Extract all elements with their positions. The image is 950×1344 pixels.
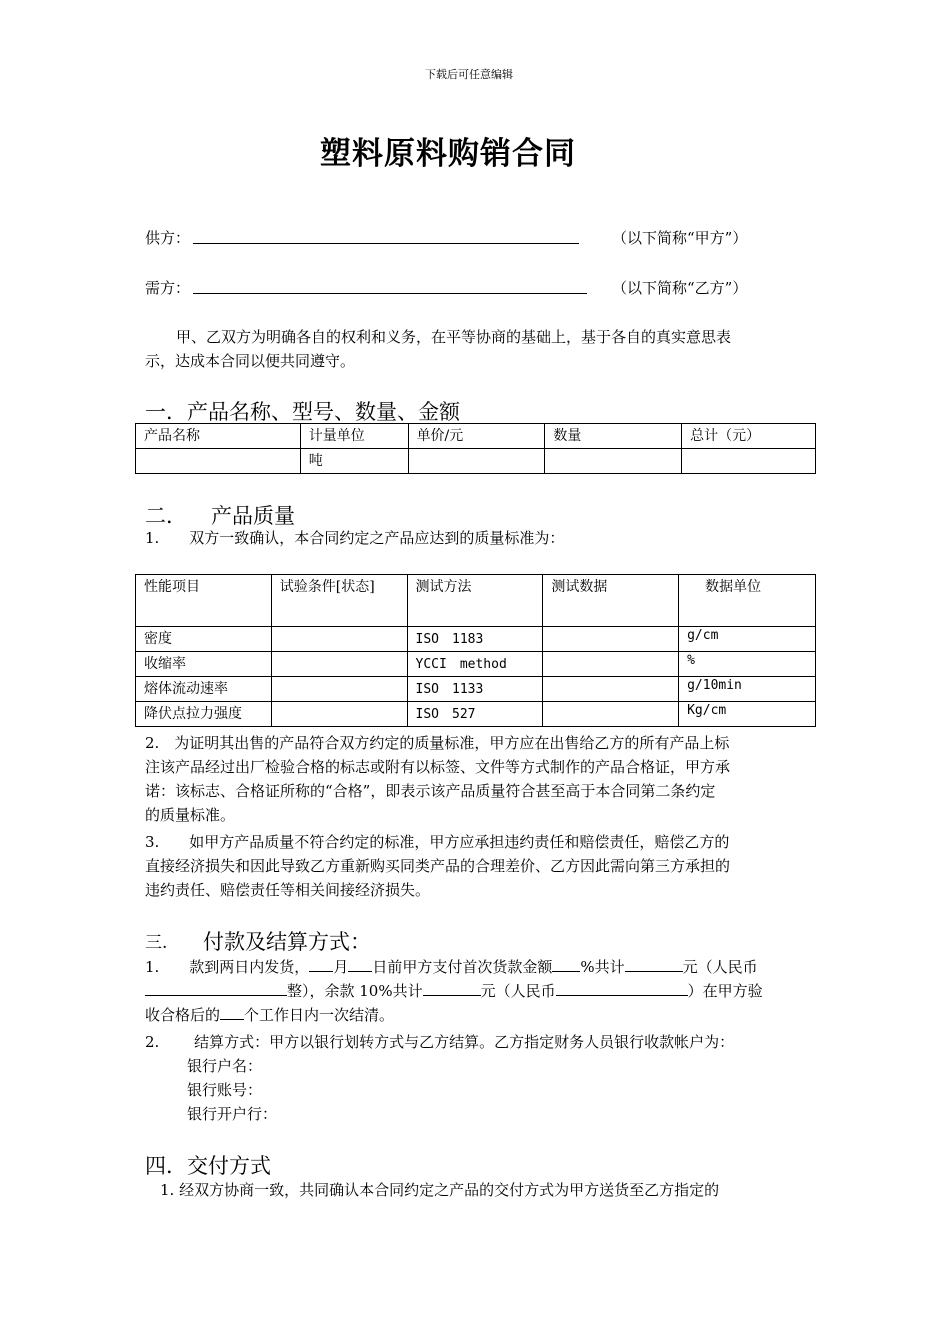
buyer-label: 需方： (145, 279, 191, 297)
payment-line-3 (145, 1003, 394, 1027)
payment-text-c: 日前甲方支付首次货款金额 (372, 958, 553, 976)
header-quantity: 数量 (545, 424, 682, 449)
section2-item-3-line-2: 直接经济损失和因此导致乙方重新购买同类产品的合理差价、乙方因此需向第三方承担的 (145, 857, 731, 875)
section2-item-2-line-1: 2. 为证明其出售的产品符合双方约定的质量标准，甲方应在出售给乙方的所有产品上标 (145, 734, 730, 752)
quality-table-header-row (136, 575, 816, 627)
payment-text-g: 元（人民币 (480, 982, 556, 1000)
row-data[interactable] (543, 677, 679, 702)
cell-unit: 吨 (300, 449, 408, 474)
header-unit: 计量单位 (300, 424, 408, 449)
section2-item-3-line-3: 违约责任、赔偿责任等相关间接经济损失。 (145, 881, 431, 899)
first-amount-blank[interactable] (625, 956, 683, 972)
payment-text-i: 收合格后的 (145, 1006, 221, 1024)
intro-line-1: 甲、乙双方为明确各自的权利和义务，在平等协商的基础上，基于各自的真实意思表 (176, 328, 732, 346)
month-blank[interactable] (309, 956, 333, 972)
row-data[interactable] (543, 702, 679, 727)
intro-line-2: 示，达成本合同以便共同遵守。 (145, 352, 356, 370)
header-data-unit: 数据单位 (679, 575, 816, 627)
row-condition[interactable] (271, 652, 407, 677)
table-row (136, 627, 816, 652)
row-method: ISO 1133 (407, 677, 543, 702)
section3-heading: 付款及结算方式： (203, 930, 371, 954)
row-unit: % (679, 652, 816, 677)
cell-unit-price[interactable] (408, 449, 545, 474)
row-property: 降伏点拉力强度 (136, 702, 272, 727)
table-row (136, 677, 816, 702)
row-property: 收缩率 (136, 652, 272, 677)
row-data[interactable] (543, 652, 679, 677)
balance-rmb-blank[interactable] (556, 980, 688, 996)
row-method: ISO 527 (407, 702, 543, 727)
cell-quantity[interactable] (545, 449, 682, 474)
balance-amount-blank[interactable] (423, 980, 481, 996)
workdays-blank[interactable] (220, 1004, 244, 1020)
contract-title: 塑料原料购销合同 (320, 136, 576, 172)
product-table (135, 423, 816, 474)
day-blank[interactable] (348, 956, 372, 972)
payment-text-h: ）在甲方验 (687, 982, 763, 1000)
percent-blank[interactable] (552, 956, 580, 972)
settlement-method: 2. 结算方式：甲方以银行划转方式与乙方结算。乙方指定财务人员银行收款帐户为： (145, 1033, 735, 1051)
row-method: YCCI method (407, 652, 543, 677)
cell-total[interactable] (682, 449, 816, 474)
first-amount-rmb-blank[interactable] (145, 980, 287, 996)
supplier-label: 供方： (145, 229, 191, 247)
section2-item-2-line-3: 诺：该标志、合格证所称的“合格”，即表示该产品质量符合甚至高于本合同第二条约定 (145, 782, 716, 800)
row-unit: g/10min (679, 677, 816, 702)
payment-text-j: 个工作日内一次结清。 (244, 1006, 395, 1024)
buyer-name-line[interactable] (193, 293, 587, 294)
section2-heading-number: 二． (145, 504, 187, 528)
header-total: 总计（元） (682, 424, 816, 449)
cell-product-name[interactable] (136, 449, 301, 474)
header-unit-price: 单价/元 (408, 424, 545, 449)
product-table-row (136, 449, 816, 474)
section4-item-1: 1. 经双方协商一致，共同确认本合同约定之产品的交付方式为甲方送货至乙方指定的 (160, 1181, 720, 1199)
row-property: 熔体流动速率 (136, 677, 272, 702)
payment-line-2 (145, 979, 763, 1003)
supplier-alias: （以下简称“甲方”） (612, 229, 748, 247)
header-product-name: 产品名称 (136, 424, 301, 449)
header-note: 下载后可任意编辑 (425, 68, 513, 81)
quality-table (135, 574, 816, 727)
row-condition[interactable] (271, 627, 407, 652)
header-test-data: 测试数据 (543, 575, 679, 627)
payment-line-1 (145, 955, 758, 979)
supplier-name-line[interactable] (193, 243, 579, 244)
section1-heading: 一．产品名称、型号、数量、金额 (145, 400, 460, 424)
payment-text-f: 整），余款 10%共计 (287, 982, 423, 1000)
row-condition[interactable] (271, 702, 407, 727)
row-property: 密度 (136, 627, 272, 652)
product-table-header-row (136, 424, 816, 449)
header-property: 性能项目 (136, 575, 272, 627)
section4-heading: 四．交付方式 (145, 1154, 271, 1178)
table-row (136, 702, 816, 727)
payment-text-b: 月 (333, 958, 349, 976)
section2-item-3-line-1: 3. 如甲方产品质量不符合约定的标准，甲方应承担违约责任和赔偿责任，赔偿乙方的 (145, 833, 730, 851)
section2-heading: 产品质量 (211, 504, 295, 528)
bank-branch: 银行开户行： (187, 1105, 278, 1123)
row-unit: Kg/cm (679, 702, 816, 727)
section2-item-1: 1. 双方一致确认，本合同约定之产品应达到的质量标准为： (145, 529, 565, 547)
bank-account-number: 银行账号： (187, 1081, 263, 1099)
section2-item-2-line-2: 注该产品经过出厂检验合格的标志或附有以标签、文件等方式制作的产品合格证，甲方承 (145, 758, 731, 776)
row-unit: g/cm (679, 627, 816, 652)
row-condition[interactable] (271, 677, 407, 702)
header-test-condition: 试验条件[状态] (271, 575, 407, 627)
section3-heading-number: 三. (145, 933, 168, 953)
header-test-method: 测试方法 (407, 575, 543, 627)
payment-text-d: %共计 (580, 958, 625, 976)
buyer-alias: （以下简称“乙方”） (612, 279, 748, 297)
payment-text-a: 1. 款到两日内发货， (145, 958, 310, 976)
row-data[interactable] (543, 627, 679, 652)
bank-account-name: 银行户名： (187, 1057, 263, 1075)
payment-text-e: 元（人民币 (682, 958, 758, 976)
table-row (136, 652, 816, 677)
row-method: ISO 1183 (407, 627, 543, 652)
section2-item-2-line-4: 的质量标准。 (145, 806, 236, 824)
